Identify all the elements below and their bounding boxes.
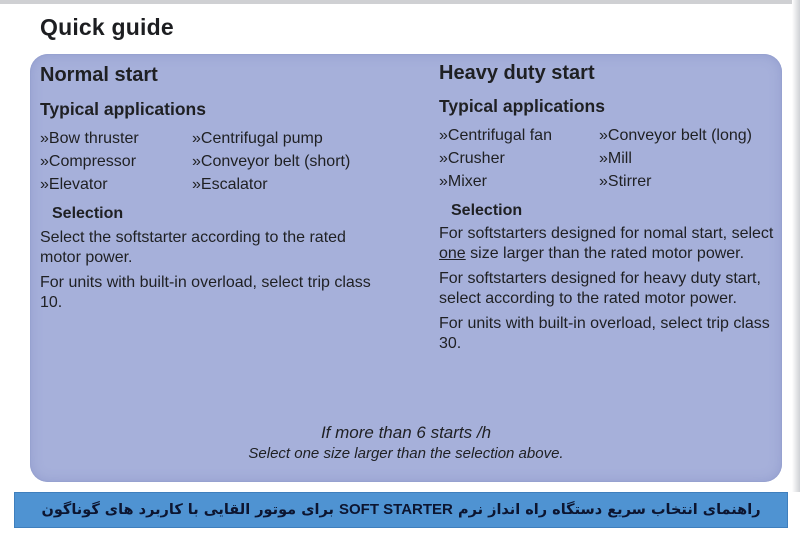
- list-item: »Bow thruster: [40, 130, 139, 147]
- heavy-p1-emphasis: one: [439, 245, 466, 262]
- normal-selection-text: [40, 228, 380, 318]
- normal-selection-p2: For units with built-in overload, select trip class 10.: [40, 274, 371, 311]
- list-item: »Stirrer: [599, 173, 652, 190]
- banner-product-name: SOFT STARTER: [339, 501, 453, 518]
- list-item: »Compressor: [40, 153, 137, 170]
- heavy-apps-heading: Typical applications: [439, 96, 605, 116]
- normal-apps-list: [40, 129, 350, 195]
- list-item: »Centrifugal fan: [439, 127, 552, 144]
- right-edge-shade: [792, 0, 800, 492]
- top-edge-shade: [0, 0, 800, 4]
- normal-start-heading: Normal start: [40, 64, 158, 86]
- banner-text-part-2: برای موتور القایی با کاربرد های گوناگون: [41, 502, 334, 518]
- list-item: »Crusher: [439, 150, 505, 167]
- banner-text-part-1: راهنمای انتخاب سریع دستگاه راه انداز نرم: [457, 502, 761, 518]
- heavy-apps-list: [439, 126, 752, 192]
- heavy-selection-p1: [439, 224, 784, 264]
- normal-selection-heading: Selection: [52, 205, 124, 222]
- footnote-line-1: If more than 6 starts /h: [320, 423, 492, 442]
- guide-panel: [30, 54, 782, 482]
- list-item: »Escalator: [192, 176, 268, 193]
- heavy-duty-start-heading: Heavy duty start: [439, 62, 595, 84]
- normal-selection-p1: Select the softstarter according to the rated motor power.: [40, 229, 346, 266]
- heavy-selection-heading: Selection: [451, 202, 523, 219]
- list-item: »Centrifugal pump: [192, 130, 323, 147]
- list-item: »Elevator: [40, 176, 108, 193]
- footnote-line-2: Select one size larger than the selection above.: [248, 445, 564, 462]
- heavy-p1-after: size larger than the rated motor power.: [465, 245, 745, 262]
- heavy-selection-text: [439, 224, 784, 359]
- heavy-selection-p3: For units with built-in overload, select trip class 30.: [439, 315, 770, 352]
- heavy-p1-before: For softstarters designed for nomal start, select: [439, 225, 774, 242]
- normal-apps-heading: Typical applications: [40, 99, 206, 119]
- heavy-selection-p2: For softstarters designed for heavy duty start, select according to the rated motor power.: [439, 270, 761, 307]
- page-title: Quick guide: [40, 14, 174, 40]
- list-item: »Conveyor belt (long): [599, 127, 752, 144]
- list-item: »Mixer: [439, 173, 488, 190]
- persian-caption-banner: [14, 492, 788, 528]
- starts-footnote: [30, 422, 782, 464]
- list-item: »Conveyor belt (short): [192, 153, 351, 170]
- list-item: »Mill: [599, 150, 632, 167]
